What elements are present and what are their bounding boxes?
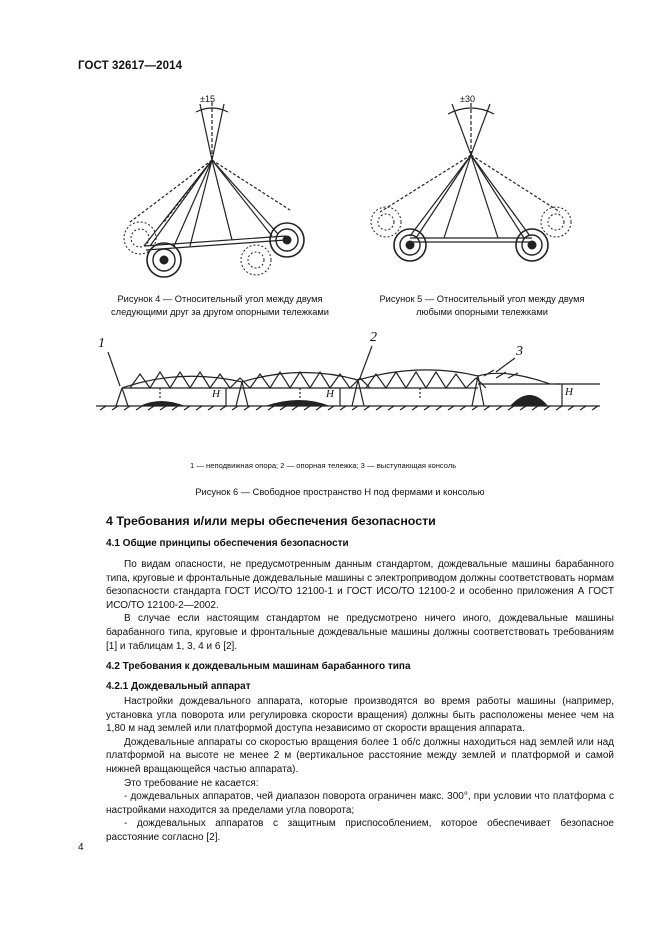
figure-4-caption-line-1: Рисунок 4 — Относительный угол между двумя — [117, 294, 323, 304]
figure-6-trusses — [108, 346, 600, 406]
figure-6-dim-label-1: H — [212, 388, 220, 400]
figure-6-callout-1: 1 — [98, 336, 105, 351]
figure-4-caption-line-2: следующими друг за другом опорными тележками — [111, 306, 329, 317]
figure-6-crop-mounds — [140, 395, 548, 406]
figure-5-wheels — [371, 207, 571, 261]
figure-6-callout-3: 3 — [516, 344, 523, 359]
figure-6-dim-label-2: H — [326, 388, 334, 400]
paragraph: Настройки дождевального аппарата, которые производятся во время работы машины (например, установка угла поворота или регулировка скорости вращения) должны быть расположены менее чем на 1,80 м над землей или платформой доступа независимо от скорости вращения аппарата. — [106, 696, 614, 735]
paragraph: Это требование не касается: — [124, 777, 259, 789]
list-item: - дождевальных аппаратов с защитным приспособлением, которое обеспечивает безопасное расстояние согласно [2]. — [106, 818, 614, 843]
figure-4-angle-label: ±15 — [200, 94, 215, 104]
figure-5-caption-line-2: любыми опорными тележками — [416, 306, 548, 317]
figure-6-caption: Рисунок 6 — Свободное пространство H под фермами и консолью — [195, 487, 485, 497]
figure-6-legend: 1 — неподвижная опора; 2 — опорная тележка; 3 — выступающая консоль — [190, 461, 457, 470]
page-number: 4 — [78, 842, 84, 853]
figure-5-sketch — [380, 100, 560, 242]
section-4-2-title: 4.2 Требования к дождевальным машинам барабанного типа — [106, 661, 411, 672]
section-4-title: 4 Требования и/или меры обеспечения безопасности — [106, 514, 436, 528]
section-4-2-1-title: 4.2.1 Дождевальный аппарат — [106, 681, 251, 692]
figure-4-caption — [92, 293, 348, 318]
figure-4-sketch — [130, 100, 290, 250]
document-header: ГОСТ 32617—2014 — [78, 60, 183, 72]
figure-5-caption-line-1: Рисунок 5 — Относительный угол между двумя — [379, 294, 585, 304]
figure-5-caption — [360, 293, 604, 318]
paragraph: По видам опасности, не предусмотренным данным стандартом, дождевальные машины барабанного типа, круговые и фронтальные дождевальные машины с электроприводом должны соответствовать нормам безопасности стандарта ГОСТ ИСО/ТО 12100-1 и ГОСТ ИСО/ТО 12100-2 и особенно приложения А ГОСТ ИСО/ТО 12100-2—2002. — [106, 559, 614, 611]
figure-6-dim-label-3: H — [565, 386, 573, 398]
list-item: - дождевальных аппаратов, чей диапазон поворота ограничен макс. 300°, при условии что платформа с настройками находится за пределами угла поворота; — [106, 791, 614, 816]
section-4-1-title: 4.1 Общие принципы обеспечения безопасности — [106, 538, 349, 549]
paragraph: В случае если настоящим стандартом не предусмотрено ничего иного, дождевальные машины барабанного типа, круговые и фронтальные дождевальные машины должны соответствовать требованиям [1] и таблицам 1, 3, 4 и 6 [2]. — [106, 613, 614, 652]
section-4-2-1-body — [106, 695, 614, 845]
figure-6-ground — [96, 406, 600, 410]
paragraph: Дождевальные аппараты со скоростью вращения более 1 об/с должны находиться над землей или над платформой на высоте не менее 2 м (вертикальное расстояние между землей и платформой и самой нижней вращающейся частью аппарата). — [106, 736, 614, 775]
section-4-1-body — [106, 558, 614, 653]
figure-5-angle-label: ±30 — [460, 94, 475, 104]
figure-4-wheels — [124, 222, 304, 277]
figure-6-callout-2: 2 — [370, 330, 377, 345]
